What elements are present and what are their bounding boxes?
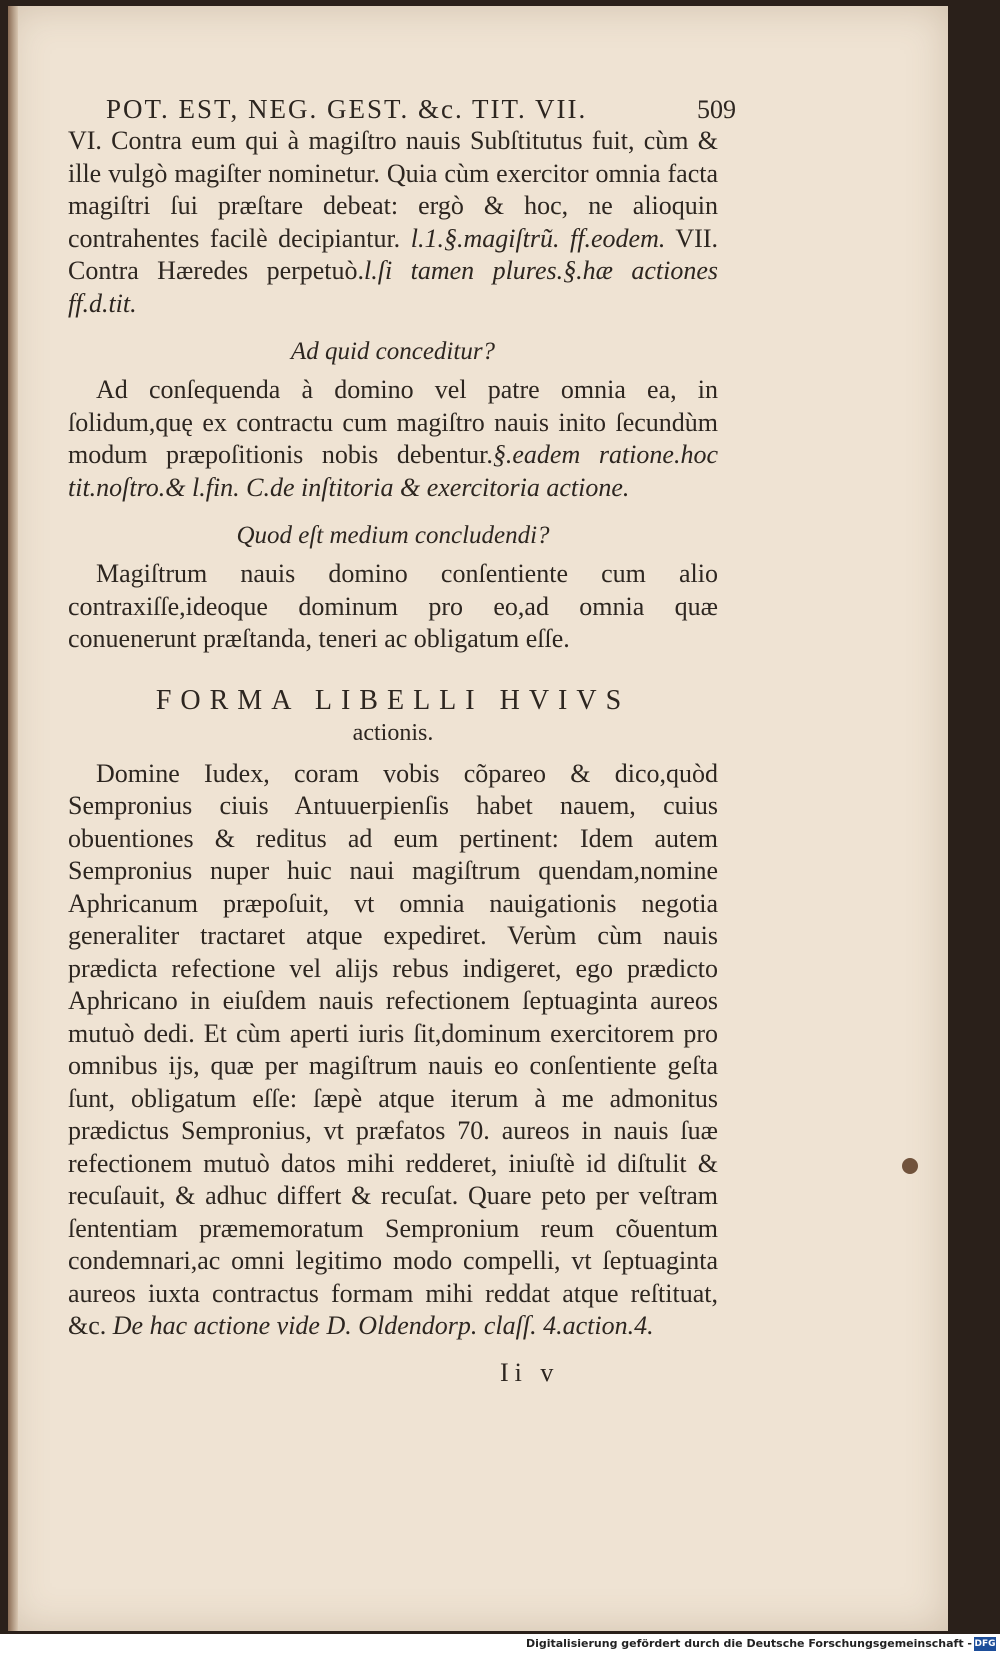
question-2: Quod eſt medium concludendi? — [236, 522, 550, 549]
running-head — [106, 94, 736, 125]
page-gutter — [8, 6, 18, 1631]
page-number: 509 — [697, 95, 736, 124]
funding-notice: Digitalisierung gefördert durch die Deutsche Forschungsgemeinschaft - — [525, 1637, 972, 1650]
signature-mark: Ii v — [500, 1358, 560, 1387]
book-page — [8, 6, 948, 1631]
section-subtitle: actionis. — [352, 719, 434, 746]
paragraph-2 — [68, 374, 718, 504]
citation-2: l.ſi tamen plures.§.hæ actiones ff.d.tit. — [68, 256, 719, 318]
footer-bar — [0, 1634, 1000, 1656]
paragraph-3: Magiſtrum nauis domino conſentiente cum alio contraxiſſe,ideoque dominum pro eo,ad omnia quæ conuenerunt præſtanda, teneri ac obligatum eſſe. — [68, 559, 718, 653]
paragraph-4 — [68, 758, 718, 1343]
paragraph-1-text: VI. Contra eum qui à magiſtro nauis Subſtitutus fuit, cùm & ille vulgò magiſter nominetur. Quia cùm exercitor omnia facta magiſtri ſui præſtare debeat: ergò & hoc, ne alioquin contrahentes facilè decipiantur. — [68, 126, 718, 253]
running-title: POT. EST, NEG. GEST. &c. TIT. VII. — [106, 94, 588, 124]
text-block — [68, 94, 736, 1343]
citation-3: §.eadem ratione.hoc tit.noſtro.& l.fin. C.de inſtitoria & exercitoria actione. — [68, 440, 718, 502]
paper-stain — [902, 1158, 918, 1174]
question-1: Ad quid conceditur? — [290, 338, 496, 365]
paragraph-2-text: Ad conſequenda à domino vel patre omnia ea, in ſolidum,quę ex contractu cum magiſtro nauis inito ſecundùm modum præpoſitionis nobis debentur. — [68, 375, 718, 469]
citation-4: De hac actione vide D. Oldendorp. claſſ. 4.action.4. — [112, 1311, 654, 1340]
section-title: FORMA LIBELLI HVIVS — [155, 684, 631, 716]
dfg-logo-icon: DFG — [974, 1639, 996, 1649]
citation-1: l.1.§.magiſtrũ. ff.eodem. — [410, 223, 666, 253]
paragraph-4-text: Domine Iudex, coram vobis cõpareo & dico,quòd Sempronius ciuis Antuuerpienſis habet nauem, cuius obuentiones & reditus ad eum pertinent: Idem autem Sempronius nuper huic naui magiſtrum quendam,nomine Aphricanum præpoſuit, vt omnia nauigationis negotia generaliter tractaret atque expediret. Verùm cùm nauis prædicta refectione vel alijs rebus indigeret, ego prædicto Aphricano in eiuſdem nauis refectionem ſeptuaginta aureos mutuò dedi. Et cùm aperti iuris ſit,dominum exercitorem pro omnibus ijs, quæ per magiſtrum nauis eo conſentiente geſta ſunt, obligatum eſſe: ſæpè atque iterum à me admonitus prædictus Sempronius, vt præfatos 70. aureos in nauis ſuæ refectionem mutuò datos mihi redderet, iniuſtè id diſtulit & recuſauit, & adhuc differt & recuſat. Quare peto per veſtram ſententiam præmemoratum Sempronium reum cõuentum condemnari,ac omni legitimo modo compelli, vt ſeptuaginta aureos iuxta contractus formam mihi reddat atque reſtituat, &c. — [68, 758, 718, 1340]
paragraph-1 — [68, 125, 718, 320]
paragraph-1-text-2: VII. Contra Hæredes perpetuò. — [68, 223, 718, 285]
